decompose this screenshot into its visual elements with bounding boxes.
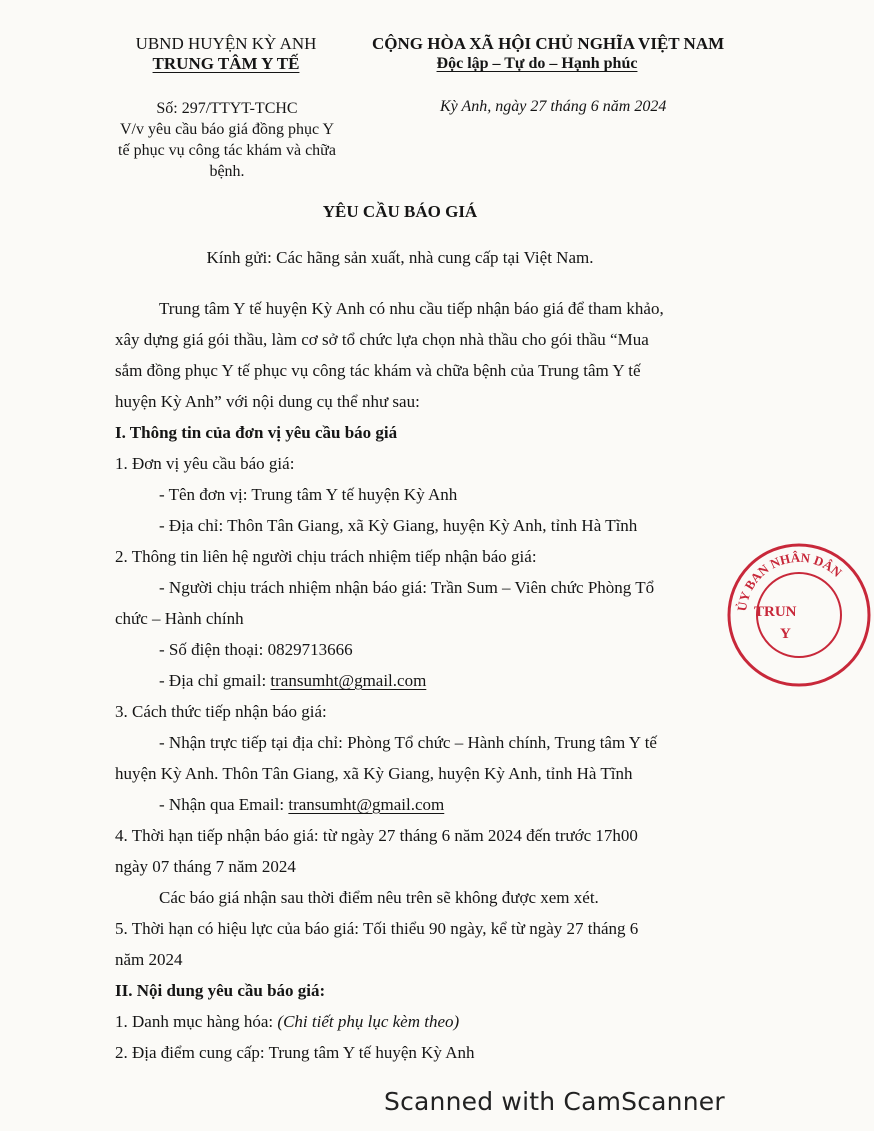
place-date: Kỳ Anh, ngày 27 tháng 6 năm 2024 [440,98,667,115]
section-1-item-3: 3. Cách thức tiếp nhận báo giá: [115,702,327,721]
section-2-heading: II. Nội dung yêu cầu báo giá: [115,981,326,1000]
national-header [372,34,725,74]
national-motto: Độc lập – Tự do – Hạnh phúc [436,55,638,72]
seal-center-text-2: Y [780,626,791,642]
section-1-item-1: 1. Đơn vị yêu cầu báo giá: [115,454,295,473]
section-1-item-5: 5. Thời hạn có hiệu lực của báo giá: Tối thiểu 90 ngày, kể từ ngày 27 tháng 6 [115,919,639,938]
document-subject-line: tế phục vụ công tác khám và chữa [118,142,336,159]
gmail-label: - Địa chỉ gmail: [159,671,271,690]
contact-person: - Người chịu trách nhiệm nhận báo giá: Trần Sum – Viên chức Phòng Tổ [159,578,655,597]
document-number: Số: 297/TTYT-TCHC [156,100,298,117]
document-reference [110,98,344,182]
goods-list-label: 1. Danh mục hàng hóa: [115,1012,278,1031]
section-1-item-2: 2. Thông tin liên hệ người chịu trách nhiệm tiếp nhận báo giá: [115,547,537,566]
direct-receipt-cont: huyện Kỳ Anh. Thôn Tân Giang, xã Kỳ Giang, huyện Kỳ Anh, tỉnh Hà Tĩnh [115,764,633,783]
seal-outer-ring [729,545,869,685]
contact-phone: - Số điện thoại: 0829713666 [159,640,353,659]
document-subject-line: bệnh. [209,163,245,180]
intro-line: sắm đồng phục Y tế phục vụ công tác khám và chữa bệnh của Trung tâm Y tế [115,361,641,380]
intro-line: Trung tâm Y tế huyện Kỳ Anh có nhu cầu tiếp nhận báo giá để tham khảo, [159,299,664,318]
deadline-note: Các báo giá nhận sau thời điểm nêu trên sẽ không được xem xét. [159,888,599,907]
direct-receipt: - Nhận trực tiếp tại địa chỉ: Phòng Tổ chức – Hành chính, Trung tâm Y tế [159,733,657,752]
goods-list-note: (Chi tiết phụ lục kèm theo) [277,1012,460,1031]
recipient-line: Kính gửi: Các hãng sản xuất, nhà cung cấp tại Việt Nam. [206,248,594,267]
document-title: YÊU CẦU BÁO GIÁ [322,202,478,221]
email-label: - Nhận qua Email: [159,795,289,814]
contact-person-cont: chức – Hành chính [115,609,244,628]
seal-arc-text: ỦY BAN NHÂN DÂN [734,549,845,613]
contact-gmail [159,671,426,691]
org-parent: UBND HUYỆN KỲ ANH [135,34,317,53]
unit-address: - Địa chỉ: Thôn Tân Giang, xã Kỳ Giang, huyện Kỳ Anh, tỉnh Hà Tĩnh [159,516,638,535]
section-1-heading: I. Thông tin của đơn vị yêu cầu báo giá [115,423,398,442]
issuing-organization [108,34,344,74]
unit-name: - Tên đơn vị: Trung tâm Y tế huyện Kỳ Anh [159,485,458,504]
email-link[interactable]: transumht@gmail.com [288,795,445,814]
section-2-item-1 [115,1012,459,1032]
country-name: CỘNG HÒA XÃ HỘI CHỦ NGHĨA VIỆT NAM [372,34,725,53]
scanner-watermark: Scanned with CamScanner [384,1087,725,1116]
document-subject-line: V/v yêu cầu báo giá đồng phục Y [119,121,334,138]
org-name: TRUNG TÂM Y TẾ [152,54,300,73]
red-seal-stamp [724,540,874,690]
section-1-item-4: 4. Thời hạn tiếp nhận báo giá: từ ngày 27 tháng 6 năm 2024 đến trước 17h00 [115,826,638,845]
intro-line: xây dựng giá gói thầu, làm cơ sở tổ chức lựa chọn nhà thầu cho gói thầu “Mua [115,330,649,349]
email-receipt [159,795,444,815]
section-1-item-5-cont: năm 2024 [115,950,183,969]
intro-line: huyện Kỳ Anh” với nội dung cụ thể như sau: [115,392,420,411]
section-1-item-4-cont: ngày 07 tháng 7 năm 2024 [115,857,296,876]
section-2-item-2: 2. Địa điểm cung cấp: Trung tâm Y tế huyện Kỳ Anh [115,1043,475,1062]
gmail-link[interactable]: transumht@gmail.com [270,671,427,690]
seal-center-text: TRUN [754,604,797,620]
